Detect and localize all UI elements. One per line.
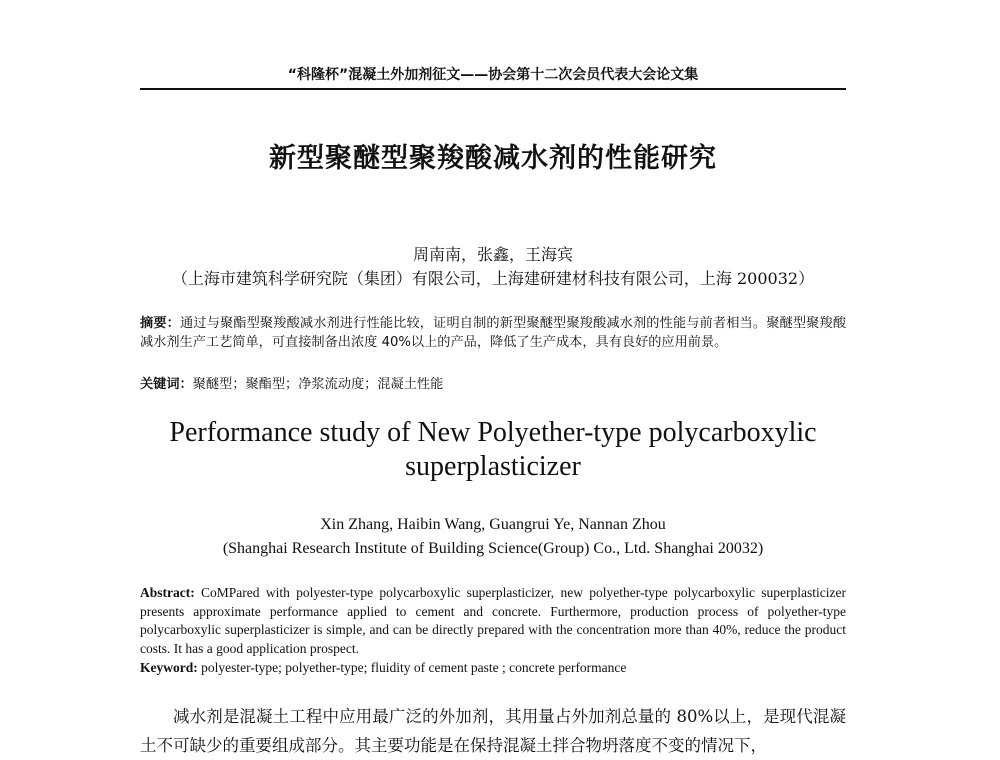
- english-authors: Xin Zhang, Haibin Wang, Guangrui Ye, Nannan Zhou: [320, 516, 666, 533]
- english-title: Performance study of New Polyether-type polycarboxylic superplasticizer: [169, 417, 817, 482]
- english-abstract-label: Abstract:: [140, 585, 195, 600]
- chinese-affiliation: （上海市建筑科学研究院（集团）有限公司，上海建研建材科技有限公司，上海 200032）: [171, 269, 815, 288]
- english-keywords-label: Keyword:: [140, 660, 198, 675]
- chinese-abstract-label: 摘要：: [140, 316, 180, 331]
- chinese-title: 新型聚醚型聚羧酸减水剂的性能研究: [269, 143, 717, 174]
- running-header: “科隆杯”混凝土外加剂征文——协会第十二次会员代表大会论文集: [287, 67, 699, 83]
- body-paragraph: 减水剂是混凝土工程中应用最广泛的外加剂，其用量占外加剂总量的 80%以上，是现代混凝土不可缺少的重要组成部分。其主要功能是在保持混凝土拌合物坍落度不变的情况下，: [140, 707, 846, 755]
- body-text: [140, 702, 846, 760]
- english-keywords: [140, 660, 846, 676]
- chinese-abstract: [140, 314, 846, 352]
- chinese-abstract-text: 通过与聚酯型聚羧酸减水剂进行性能比较，证明自制的新型聚醚型聚羧酸减水剂的性能与前者相当。聚醚型聚羧酸减水剂生产工艺简单，可直接制备出浓度 40%以上的产品，降低了生产成本，具有良好的应用前景。: [140, 316, 847, 350]
- chinese-keywords: [140, 373, 846, 392]
- english-keywords-text: polyester-type; polyether-type; fluidity of cement paste ; concrete performance: [201, 660, 627, 675]
- chinese-authors: 周南南，张鑫，王海宾: [412, 245, 573, 264]
- chinese-keywords-label: 关键词：: [140, 377, 193, 392]
- english-abstract-text: CoMPared with polyester-type polycarboxylic superplasticizer, new polyether-type polycarboxylic superplasticizer presents approximate performance applied to cement and concrete. Furthermore, production process of polyether-type polycarboxylic superplasticizer is simple, and can be directly prepared with the concentration more than 40%, reduce the product costs. It has a good application prospect.: [140, 585, 846, 656]
- chinese-keywords-text: 聚醚型；聚酯型；净浆流动度；混凝土性能: [192, 377, 444, 392]
- english-abstract: [140, 584, 846, 658]
- header-rule: [140, 88, 846, 90]
- english-affiliation: (Shanghai Research Institute of Building Science(Group) Co., Ltd. Shanghai 20032): [222, 540, 764, 557]
